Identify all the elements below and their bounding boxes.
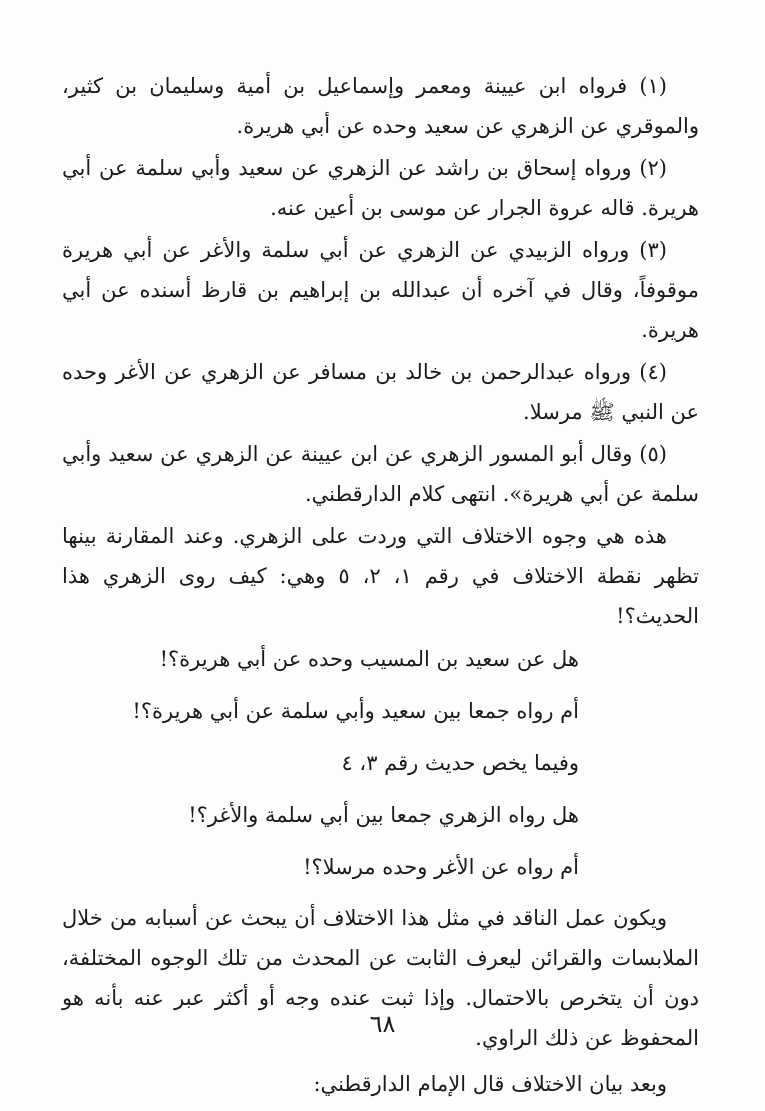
paragraph-1: (١) فرواه ابن عيينة ومعمر وإسماعيل بن أمية وسليمان بن كثير، والموقري عن الزهري عن سعيد وحده عن أبي هريرة. (62, 74, 699, 138)
page-number: ٦٨ (369, 1010, 396, 1038)
paragraph-5: (٥) وقال أبو المسور الزهري عن ابن عيينة عن الزهري عن سعيد وأبي سلمة عن أبي هريرة». انتهى كلام الدارقطني. (62, 442, 699, 506)
question-list (62, 638, 699, 889)
paragraph-3: (٣) ورواه الزبيدي عن الزهري عن أبي سلمة والأغر عن أبي هريرة موقوفاً، وقال في آخره أن عبدالله بن إبراهيم بن قارظ أسنده عن أبي هريرة. (62, 238, 699, 342)
paragraph-critic: ويكون عمل الناقد في مثل هذا الاختلاف أن يبحث عن أسبابه من خلال الملابسات والقرائن ليعرف الثابت عن المحدث من تلك الوجوه المختلفة، دون أن يتخرص بالاحتمال. وإذا ثبت عنده وجه أو أكثر عبر عنه بأنه هو المحفوظ عن ذلك الراوي. (62, 906, 699, 1050)
question-5: أم رواه عن الأغر وحده مرسلا؟! (303, 855, 579, 879)
question-1: هل عن سعيد بن المسيب وحده عن أبي هريرة؟! (159, 647, 579, 671)
page-body (62, 66, 699, 1106)
paragraph-2: (٢) ورواه إسحاق بن راشد عن الزهري عن سعيد وأبي سلمة عن أبي هريرة. قاله عروة الجرار عن موسى بن أعين عنه. (62, 156, 699, 220)
question-4: هل رواه الزهري جمعا بين أبي سلمة والأغر؟! (188, 803, 579, 827)
paragraph-4: (٤) ورواه عبدالرحمن بن خالد بن مسافر عن الزهري عن الأغر وحده عن النبي ﷺ مرسلا. (62, 360, 699, 424)
question-2: أم رواه جمعا بين سعيد وأبي سلمة عن أبي هريرة؟! (132, 699, 579, 723)
paragraph-summary: هذه هي وجوه الاختلاف التي وردت على الزهري. وعند المقارنة بينها تظهر نقطة الاختلاف في رقم ١، ٢، ٥ وهي: كيف روى الزهري هذا الحديث؟! (62, 524, 700, 628)
question-3: وفيما يخص حديث رقم ٣، ٤ (341, 751, 579, 775)
closing-line: وبعد بيان الاختلاف قال الإمام الدارقطني: (313, 1072, 667, 1096)
